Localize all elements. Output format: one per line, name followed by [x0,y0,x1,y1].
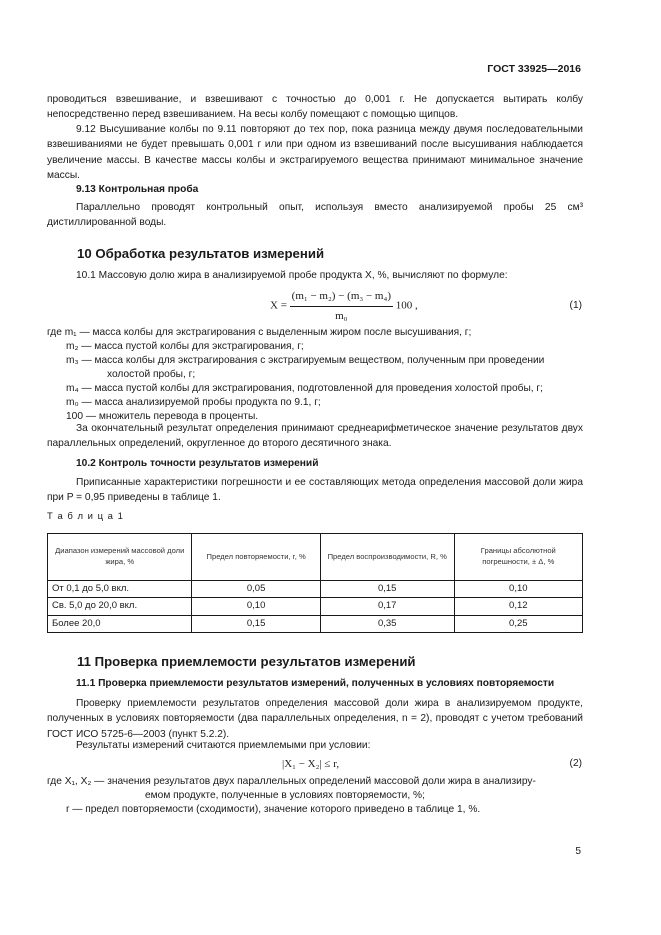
definition-x1-x2: где X₁, X₂ — значения результатов двух параллельных определений массовой доли жира в анализиру- [47,776,536,787]
formula-1-denominator: m₀ [335,309,348,322]
formula-2-number: (2) [569,758,582,769]
paragraph-9-12: 9.12 Высушивание колбы по 9.11 повторяют до тех пор, пока разница между двумя последовательными взвешиваниями не будет превышать 0,001 г или при одном из взвешиваний после высушивания наблюдается увеличение массы. В качестве массы колбы и экстрагируемого вещества принимают минимальное значение массы. [47,124,583,181]
definition-m3-cont: холостой пробы, г; [107,369,196,380]
formula-1 [270,288,418,324]
table-header: Границы абсолютной погрешности, ± Δ, % [454,534,582,581]
definition-x1-x2-cont: емом продукте, полученные в условиях повторяемости, %; [145,790,425,801]
definition-100: 100 — множитель перевода в проценты. [66,411,259,422]
table-header: Предел повторяемости, r, % [192,534,320,581]
paragraph-9-13: Параллельно проводят контрольный опыт, используя вместо анализируемой пробы 25 см³ дистиллированной воды. [47,202,583,229]
table-cell: 0,35 [320,615,454,632]
formula-1-lhs: X = [270,299,287,312]
paragraph-final-result: За окончательный результат определения принимают среднеарифметическое значение результатов двух параллельных определений, округленное до второго десятичного знака. [47,423,583,450]
definition-m0: m₀ — масса анализируемой пробы продукта по 9.1, г; [66,397,321,408]
definition-r: r — предел повторяемости (сходимости), значение которого приведено в таблице 1, %. [66,804,481,815]
paragraph-intro: проводиться взвешивание, и взвешивают с точностью до 0,001 г. Не допускается вытирать колбу непосредственно перед взвешиванием. На весы колбу помещают с помощью щипцов. [47,94,583,121]
table-cell: 0,15 [320,581,454,598]
table-cell: 0,17 [320,598,454,615]
table-cell: 0,05 [192,581,320,598]
paragraph-10-2: Приписанные характеристики погрешности и ее составляющих метода определения массовой доли жира при P = 0,95 приведены в таблице 1. [47,477,583,504]
table-caption: Т а б л и ц а 1 [47,511,124,522]
table-cell: 0,10 [454,581,582,598]
heading-11: 11 Проверка приемлемости результатов измерений [77,654,416,669]
heading-9-13: 9.13 Контрольная проба [76,184,199,195]
formula-1-number: (1) [569,300,582,311]
paragraph-condition: Результаты измерений считаются приемлемыми при условии: [76,740,371,751]
table-row [48,615,583,632]
table-cell: 0,25 [454,615,582,632]
table-header-row [48,534,583,581]
formula-1-numerator: (m₁ − m₂) − (m₃ − m₄) [290,288,393,307]
table-header: Предел воспроизводимости, R, % [320,534,454,581]
paragraph-11-1: Проверку приемлемости результатов определения массовой доли жира в анализируемом продукте, полученных в условиях повторяемости (два параллельных определения, n = 2), проводят с учетом требований ГОСТ ИСО 5725-6—2003 (пункт 5.2.2). [47,698,583,740]
table-cell: Св. 5,0 до 20,0 вкл. [48,598,192,615]
definition-m3: m₃ — масса колбы для экстрагирования с экстрагируемым веществом, полученным при проведении [66,355,545,366]
heading-11-1: 11.1 Проверка приемлемости результатов измерений, полученных в условиях повторяемости [76,678,555,689]
table-row [48,598,583,615]
table-cell: 0,15 [192,615,320,632]
table-cell: Более 20,0 [48,615,192,632]
definition-m2: m₂ — масса пустой колбы для экстрагирования, г; [66,341,304,352]
heading-10-2: 10.2 Контроль точности результатов измерений [76,458,319,469]
table-row [48,581,583,598]
definition-m4: m₄ — масса пустой колбы для экстрагирования, подготовленной для проведения холостой пробы, г; [66,383,543,394]
definition-m1: где m₁ — масса колбы для экстрагирования с выделенным жиром после высушивания, г; [47,327,472,338]
formula-1-fraction [290,288,393,324]
table-1 [47,533,583,633]
heading-10: 10 Обработка результатов измерений [77,246,325,261]
table-header: Диапазон измерений массовой доли жира, % [48,534,192,581]
table-cell: 0,12 [454,598,582,615]
table-cell: 0,10 [192,598,320,615]
formula-2: |X₁ − X₂| ≤ r, [282,758,340,770]
formula-1-tail: 100 , [395,299,418,312]
table-cell: От 0,1 до 5,0 вкл. [48,581,192,598]
page-number: 5 [575,846,581,857]
paragraph-10-1: 10.1 Массовую долю жира в анализируемой пробе продукта X, %, вычисляют по формуле: [76,270,508,281]
document-id: ГОСТ 33925—2016 [487,63,581,75]
